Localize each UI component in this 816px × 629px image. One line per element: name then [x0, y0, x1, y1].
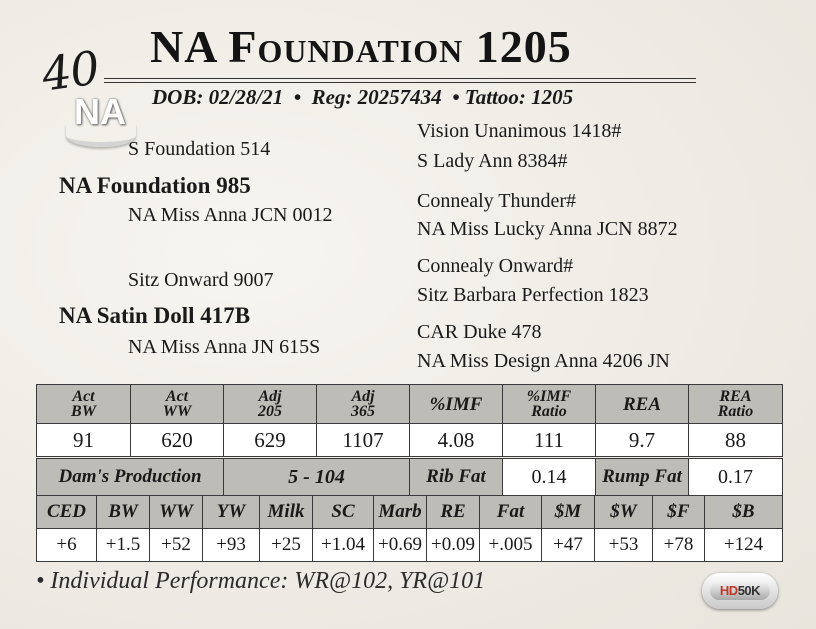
- performance-value-row: [37, 424, 783, 457]
- value-rea: 9.7: [596, 424, 689, 457]
- individual-performance-note: • Individual Performance: WR@102, YR@101: [36, 568, 486, 594]
- header-adj-205: Adj 205: [224, 385, 317, 424]
- title-divider-secondary: [104, 82, 696, 83]
- pedigree-ds-dam: Sitz Barbara Perfection 1823: [417, 284, 649, 306]
- epd-header: BW: [97, 496, 150, 529]
- pedigree-sire: NA Foundation 985: [59, 173, 251, 198]
- epd-value: +47: [542, 529, 595, 562]
- epd-value: +93: [203, 529, 260, 562]
- tattoo: Tattoo: 1205: [464, 85, 574, 109]
- header-rea-ratio: REA Ratio: [689, 385, 783, 424]
- pedigree-sd-sire: Connealy Thunder#: [417, 190, 577, 212]
- epd-value: +0.09: [427, 529, 480, 562]
- value-rea-ratio: 88: [689, 424, 783, 457]
- epd-value: +0.69: [374, 529, 427, 562]
- epd-header: $W: [595, 496, 653, 529]
- value-imf: 4.08: [410, 424, 503, 457]
- rump-fat-value: 0.17: [689, 459, 783, 496]
- epd-table: [36, 495, 783, 562]
- value-imf-ratio: 111: [503, 424, 596, 457]
- epd-header-row: [37, 496, 783, 529]
- epd-header: RE: [427, 496, 480, 529]
- epd-header: SC: [313, 496, 374, 529]
- hd50k-badge-icon: [702, 573, 778, 609]
- rib-fat-value: 0.14: [503, 459, 596, 496]
- registration-number: Reg: 20257434: [311, 85, 442, 109]
- pedigree-ss-dam: S Lady Ann 8384#: [417, 150, 568, 172]
- logo-swoosh-icon: [66, 124, 136, 147]
- header-imf-ratio: %IMF Ratio: [503, 385, 596, 424]
- epd-header: Marb: [374, 496, 427, 529]
- value-act-ww: 620: [131, 424, 224, 457]
- value-act-bw: 91: [37, 424, 131, 457]
- epd-value: +52: [150, 529, 203, 562]
- epd-value-row: [37, 529, 783, 562]
- pedigree-sire-dam: NA Miss Anna JCN 0012: [128, 204, 333, 226]
- epd-header: YW: [203, 496, 260, 529]
- header-imf: %IMF: [410, 385, 503, 424]
- pedigree-dd-dam: NA Miss Design Anna 4206 JN: [417, 350, 670, 372]
- lot-number: 40: [38, 40, 103, 102]
- epd-value: +78: [653, 529, 705, 562]
- epd-value: +1.5: [97, 529, 150, 562]
- epd-header: Milk: [260, 496, 313, 529]
- epd-value: +6: [37, 529, 97, 562]
- epd-value: +124: [705, 529, 783, 562]
- performance-header-row: [37, 385, 783, 424]
- rump-fat-label: Rump Fat: [596, 459, 689, 496]
- pedigree-sd-dam: NA Miss Lucky Anna JCN 8872: [417, 218, 678, 240]
- pedigree-ss-sire: Vision Unanimous 1418#: [417, 120, 622, 142]
- header-act-bw: Act BW: [37, 385, 131, 424]
- rib-fat-label: Rib Fat: [410, 459, 503, 496]
- badge-label: [710, 582, 770, 600]
- epd-header: $F: [653, 496, 705, 529]
- separator: •: [293, 85, 302, 109]
- header-adj-365: Adj 365: [317, 385, 410, 424]
- title-divider: [104, 78, 696, 79]
- badge-50k-text: 50K: [737, 583, 761, 598]
- pedigree-dam: NA Satin Doll 417B: [59, 303, 251, 328]
- header-act-ww: Act WW: [131, 385, 224, 424]
- production-row: [37, 459, 783, 496]
- dams-production-value: 5 - 104: [224, 459, 410, 496]
- epd-value: +1.04: [313, 529, 374, 562]
- ranch-logo: NA: [74, 91, 126, 132]
- value-adj-365: 1107: [317, 424, 410, 457]
- dams-production-label: Dam's Production: [37, 459, 224, 496]
- epd-value: +53: [595, 529, 653, 562]
- badge-hd-text: HD: [719, 583, 738, 598]
- header-rea: REA: [596, 385, 689, 424]
- separator: •: [452, 85, 460, 109]
- epd-header: WW: [150, 496, 203, 529]
- epd-value: +25: [260, 529, 313, 562]
- epd-header: $M: [542, 496, 595, 529]
- epd-header: CED: [37, 496, 97, 529]
- pedigree-dam-sire: Sitz Onward 9007: [128, 269, 274, 291]
- production-table: [36, 458, 783, 496]
- epd-header: $B: [705, 496, 783, 529]
- registration-info: [152, 85, 573, 110]
- pedigree-dd-sire: CAR Duke 478: [417, 321, 542, 343]
- pedigree-sire-sire: S Foundation 514: [128, 138, 271, 160]
- pedigree-ds-sire: Connealy Onward#: [417, 255, 574, 277]
- performance-table: [36, 384, 783, 457]
- pedigree-dam-dam: NA Miss Anna JN 615S: [128, 336, 321, 358]
- dob: DOB: 02/28/21: [152, 85, 284, 109]
- animal-name-title: NA Foundation 1205: [150, 21, 572, 72]
- epd-value: +.005: [480, 529, 542, 562]
- value-adj-205: 629: [224, 424, 317, 457]
- epd-header: Fat: [480, 496, 542, 529]
